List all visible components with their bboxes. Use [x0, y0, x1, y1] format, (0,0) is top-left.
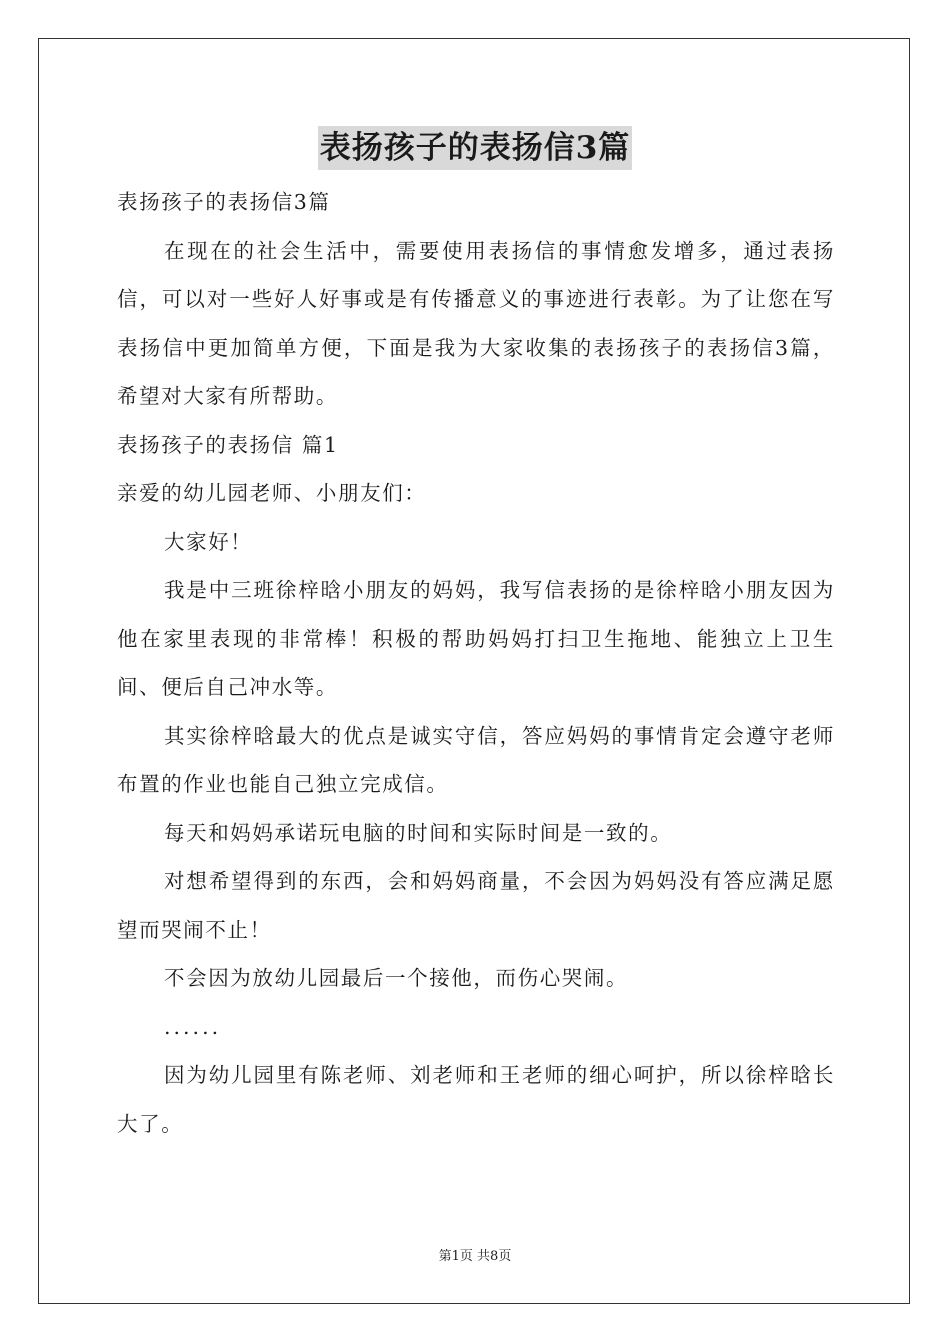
ellipsis-paragraph: ...... — [164, 1014, 222, 1039]
subtitle-paragraph: 表扬孩子的表扬信3篇 — [117, 190, 331, 214]
page-footer: 第1页 共8页 — [438, 1249, 512, 1264]
title-container — [0, 126, 950, 170]
greeting: 大家好！ — [164, 529, 253, 554]
body-paragraph: 因为幼儿园里有陈老师、刘老师和王老师的细心呵护，所以徐梓晗长大了。 — [117, 1063, 835, 1136]
body-paragraph: 其实徐梓晗最大的优点是诚实守信，答应妈妈的事情肯定会遵守老师布置的作业也能自己独立完成信。 — [117, 723, 835, 796]
intro-paragraph: 在现在的社会生活中，需要使用表扬信的事情愈发增多，通过表扬信，可以对一些好人好事或是有传播意义的事迹进行表彰。为了让您在写表扬信中更加简单方便，下面是我为大家收集的表扬孩子的表扬信3篇，希望对大家有所帮助。 — [117, 238, 835, 408]
body-paragraph: 我是中三班徐梓晗小朋友的妈妈，我写信表扬的是徐梓晗小朋友因为他在家里表现的非常棒！积极的帮助妈妈打扫卫生拖地、能独立上卫生间、便后自己冲水等。 — [117, 578, 835, 699]
body-paragraph: 对想希望得到的东西，会和妈妈商量，不会因为妈妈没有答应满足愿望而哭闹不止！ — [117, 869, 835, 942]
salutation: 亲爱的幼儿园老师、小朋友们： — [117, 481, 427, 505]
document-title: 表扬孩子的表扬信3篇 — [318, 126, 633, 170]
body-paragraph: 不会因为放幼儿园最后一个接他，而伤心哭闹。 — [164, 966, 629, 990]
document-body — [117, 178, 835, 1148]
section-heading: 表扬孩子的表扬信 篇1 — [117, 432, 339, 457]
body-paragraph: 每天和妈妈承诺玩电脑的时间和实际时间是一致的。 — [164, 820, 673, 845]
